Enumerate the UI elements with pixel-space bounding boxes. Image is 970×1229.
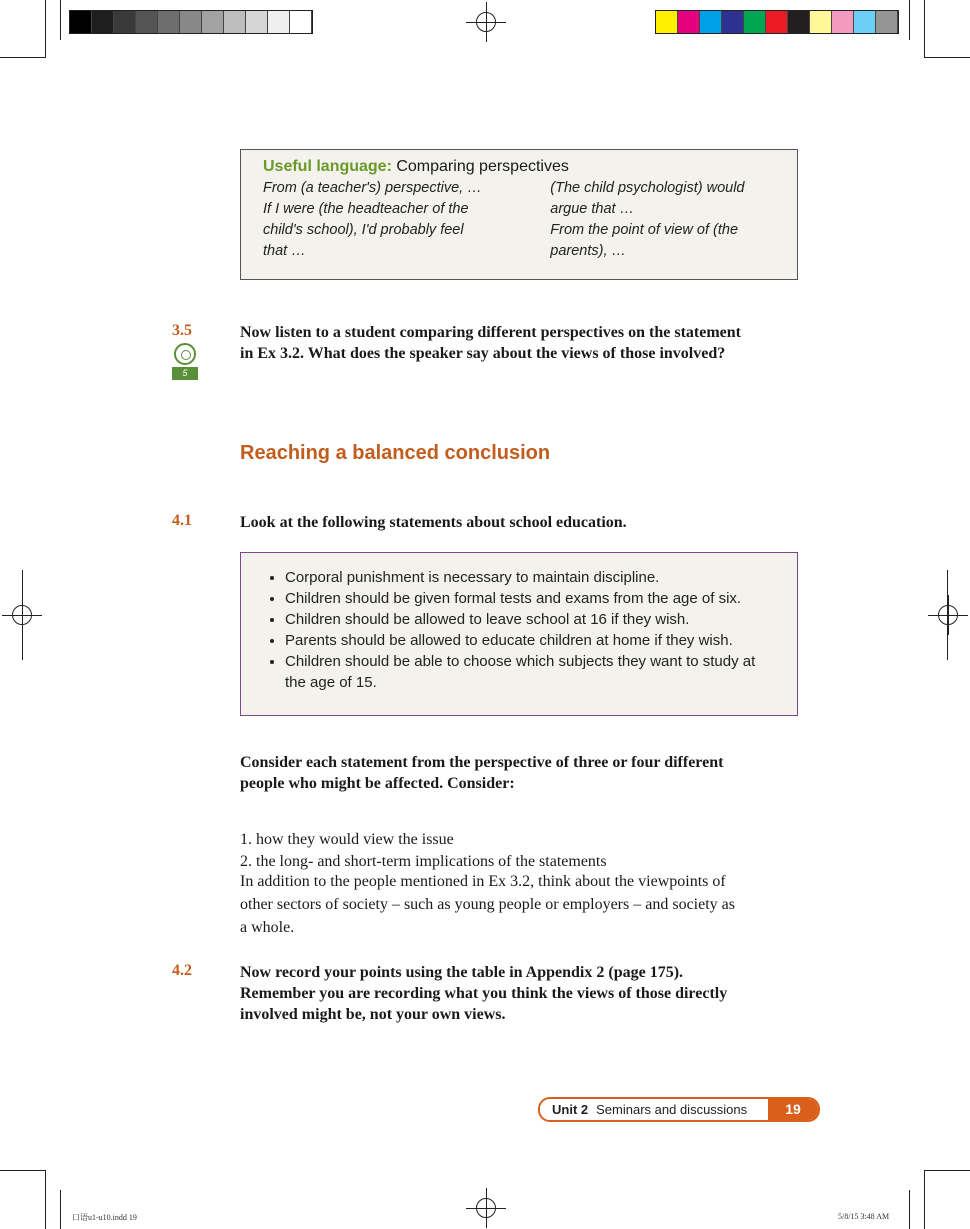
instruction-line: in Ex 3.2. What does the speaker say about the views of those involved? (240, 345, 726, 362)
phrase-line: child's school), I'd probably feel (263, 222, 464, 238)
calibration-swatch (656, 11, 678, 33)
calibration-swatch (202, 11, 224, 33)
calibration-swatch (832, 11, 854, 33)
page-number: 19 (768, 1099, 818, 1120)
registration-mark (2, 595, 42, 635)
statements-list (265, 567, 773, 693)
registration-mark (466, 1188, 506, 1228)
useful-language-box (240, 149, 798, 280)
phrase-line: From the point of view of (the (550, 222, 739, 238)
crop-mark (909, 1190, 910, 1229)
calibration-swatch (766, 11, 788, 33)
calibration-swatch (92, 11, 114, 33)
calibration-swatch (722, 11, 744, 33)
consider-points-list (240, 829, 607, 873)
useful-language-lead: Useful language: (263, 158, 392, 175)
calibration-swatch (158, 11, 180, 33)
phrase-line: (The child psychologist) would (550, 180, 745, 196)
section-heading: Reaching a balanced conclusion (240, 442, 551, 464)
viewpoints-paragraph (240, 870, 810, 939)
calibration-swatch (854, 11, 876, 33)
statement-item: • Children should be allowed to leave school at 16 if they wish. (285, 609, 773, 630)
crop-mark (909, 0, 910, 40)
phrase-line: parents), … (550, 243, 627, 259)
consider-point: 2. the long- and short-term implications of the statements (240, 853, 607, 870)
footer-section: Seminars and discussions (596, 1102, 748, 1117)
crop-mark (924, 0, 925, 58)
crop-mark (60, 1190, 61, 1229)
exercise-number-4-2: 4.2 (172, 962, 192, 979)
calibration-swatch (290, 11, 312, 33)
statement-item: • Children should be able to choose which subjects they want to study at the age of 15. (285, 651, 773, 693)
calibration-swatch (744, 11, 766, 33)
cd-audio-icon (172, 343, 198, 381)
calibration-swatch (70, 11, 92, 33)
exercise-number-3-5: 3.5 (172, 322, 192, 339)
statements-box (240, 552, 798, 716)
instruction-line: people who might be affected. Consider: (240, 775, 515, 792)
statement-item: • Parents should be allowed to educate children at home if they wish. (285, 630, 773, 651)
consider-point: 1. how they would view the issue (240, 831, 454, 848)
color-calibration-strip (655, 10, 899, 34)
paragraph-line: other sectors of society – such as young people or employers – and society as (240, 896, 735, 913)
phrase-line: that … (263, 243, 306, 259)
registration-mark (466, 2, 506, 42)
useful-language-topic: Comparing perspectives (391, 158, 569, 175)
crop-mark (924, 1170, 925, 1229)
crop-mark (924, 1170, 970, 1171)
instruction-line: Remember you are recording what you think the views of those directly (240, 985, 728, 1002)
calibration-swatch (136, 11, 158, 33)
footer-unit-label (540, 1099, 768, 1120)
cd-disc-icon (174, 343, 196, 365)
calibration-swatch (180, 11, 202, 33)
crop-mark (45, 1170, 46, 1229)
useful-language-title (263, 158, 775, 176)
calibration-swatch (246, 11, 268, 33)
instruction-line: Consider each statement from the perspective of three or four different (240, 754, 724, 771)
phrase-line: If I were (the headteacher of the (263, 201, 469, 217)
instruction-line: Now listen to a student comparing different perspectives on the statement (240, 324, 741, 341)
exercise-4-1-instruction: Look at the following statements about school education. (240, 514, 627, 531)
statement-item: • Children should be given formal tests and exams from the age of six. (285, 588, 773, 609)
calibration-swatch (114, 11, 136, 33)
crop-mark (924, 57, 970, 58)
consider-instruction (240, 752, 800, 794)
cd-track-number: 5 (172, 367, 198, 380)
paragraph-line: In addition to the people mentioned in Ex 3.2, think about the viewpoints of (240, 873, 726, 890)
useful-language-right-column (550, 178, 775, 262)
slug-date-info: 5/8/15 3:48 AM (838, 1212, 890, 1221)
statement-item: • Corporal punishment is necessary to maintain discipline. (285, 567, 773, 588)
exercise-number-4-1: 4.1 (172, 512, 192, 529)
crop-mark (0, 57, 46, 58)
instruction-line: Now record your points using the table in Appendix 2 (page 175). (240, 964, 684, 981)
useful-language-left-column (263, 178, 550, 262)
calibration-swatch (788, 11, 810, 33)
phrase-line: argue that … (550, 201, 635, 217)
crop-mark (0, 1170, 46, 1171)
calibration-swatch (876, 11, 898, 33)
crop-mark (45, 0, 46, 58)
calibration-swatch (678, 11, 700, 33)
calibration-swatch (268, 11, 290, 33)
crop-mark (60, 0, 61, 40)
gray-calibration-strip (69, 10, 313, 34)
calibration-swatch (810, 11, 832, 33)
instruction-line: involved might be, not your own views. (240, 1006, 506, 1023)
paragraph-line: a whole. (240, 919, 295, 936)
slug-file-info: 口语u1-u10.indd 19 (72, 1213, 137, 1222)
exercise-4-2-instruction (240, 962, 800, 1025)
exercise-3-5-instruction (240, 322, 800, 364)
page-footer-tab (538, 1097, 820, 1122)
calibration-swatch (700, 11, 722, 33)
phrase-line: From (a teacher's) perspective, … (263, 180, 482, 196)
calibration-swatch (224, 11, 246, 33)
footer-unit: Unit 2 (552, 1102, 589, 1117)
registration-mark (928, 595, 968, 635)
